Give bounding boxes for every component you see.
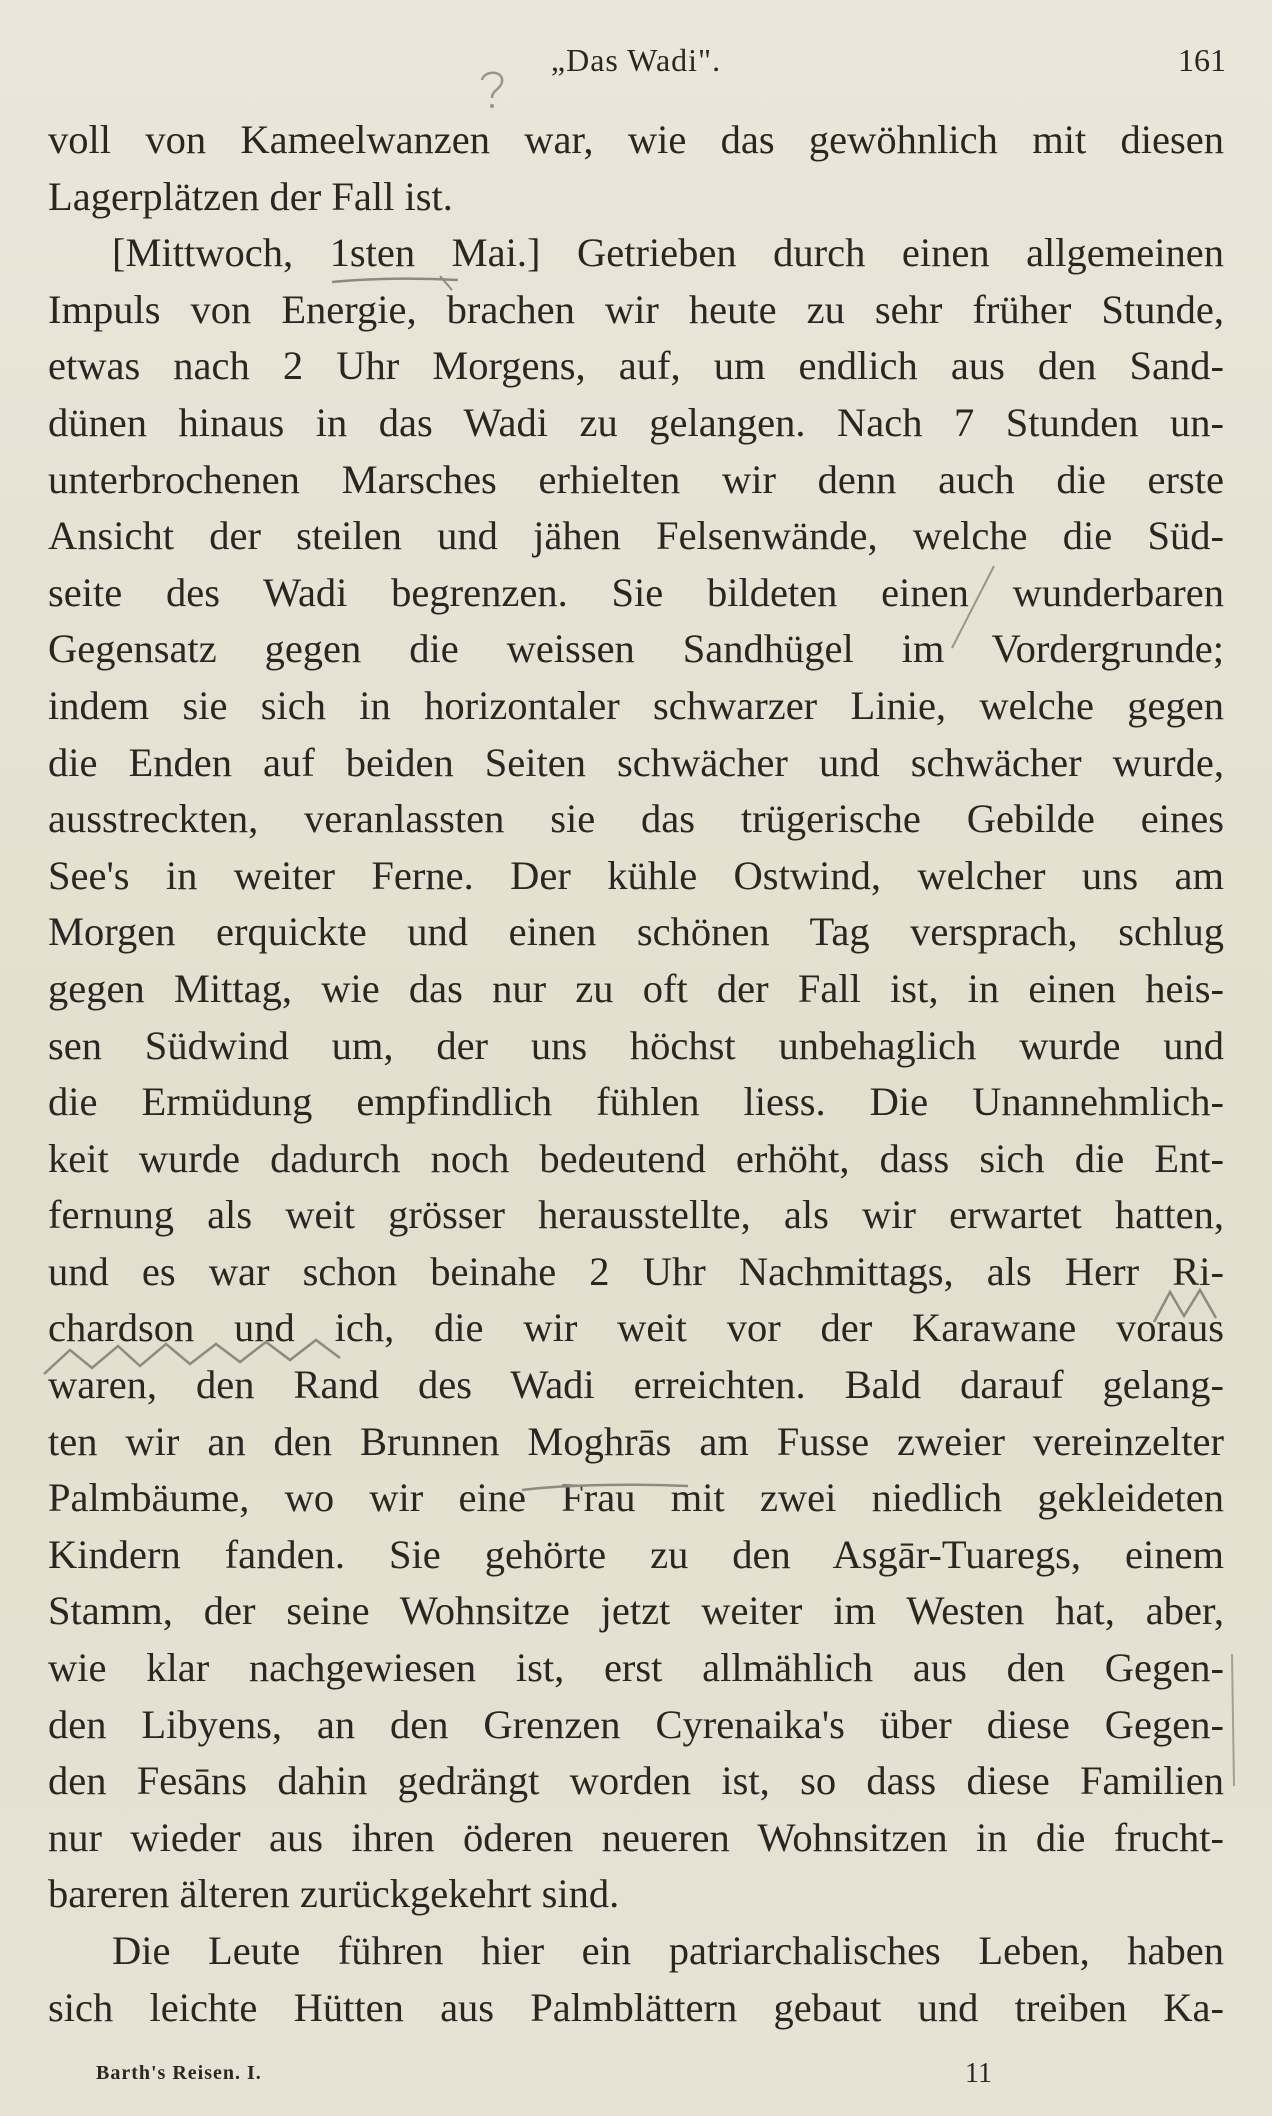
pencil-margin-line-icon [1226,1650,1240,1790]
text-line: Gegensatz gegen die weissen Sandhügel im Vordergrunde; [48,626,1224,672]
text-line: Palmbäume, wo wir eine Frau mit zwei niedlich gekleideten [48,1475,1224,1521]
text-line: voll von Kameelwanzen war, wie das gewöhnlich mit diesen [48,117,1224,162]
text-line: Ansicht der steilen und jähen Felsenwände, welche die Süd- [48,513,1224,559]
text-line: und es war schon beinahe 2 Uhr Nachmittags, als Herr Ri- [48,1248,1224,1294]
printer-signature: Barth's Reisen. I. [96,2062,262,2084]
text-line: gegen Mittag, wie das nur zu oft der Fall ist, in einen heis- [48,965,1224,1011]
text-line: nur wieder aus ihren öderen neueren Wohnsitzen in die frucht- [48,1814,1224,1860]
text-line: dünen hinaus in das Wadi zu gelangen. Nach 7 Stunden un- [48,399,1224,445]
text-line: etwas nach 2 Uhr Morgens, auf, um endlich aus den Sand- [48,343,1224,389]
text-line: die Ermüdung empfindlich fühlen liess. Die Unannehmlich- [48,1079,1224,1125]
text-line: Die Leute führen hier ein patriarchalisches Leben, haben [112,1928,1224,1973]
text-line: den Libyens, an den Grenzen Cyrenaika's über diese Gegen- [48,1701,1224,1747]
text-line: keit wurde dadurch noch bedeutend erhöht, dass sich die Ent- [48,1135,1224,1181]
sheet-number: 11 [965,2058,992,2089]
running-head [0,42,1272,82]
text-line: ausstreckten, veranlassten sie das trügerische Gebilde eines [48,796,1224,842]
text-line: chardson und ich, die wir weit vor der Karawane voraus [48,1305,1224,1351]
text-line: sen Südwind um, der uns höchst unbehaglich wurde und [48,1022,1224,1068]
text-line: bareren älteren zurückgekehrt sind. [48,1871,620,1917]
text-line: ten wir an den Brunnen Moghrās am Fusse zweier vereinzelter [48,1418,1224,1464]
text-line: die Enden auf beiden Seiten schwächer und schwächer wurde, [48,739,1224,785]
text-line: unterbrochenen Marsches erhielten wir denn auch die erste [48,456,1224,502]
text-line: wie klar nachgewiesen ist, erst allmählich aus den Gegen- [48,1645,1224,1691]
text-line: Stamm, der seine Wohnsitze jetzt weiter im Westen hat, aber, [48,1588,1224,1634]
running-title: „Das Wadi". [550,42,722,78]
text-line: den Fesāns dahin gedrängt worden ist, so dass diese Familien [48,1758,1224,1804]
text-line: indem sie sich in horizontaler schwarzer Linie, welche gegen [48,682,1224,728]
text-line: [Mittwoch, 1sten Mai.] Getrieben durch einen allgemeinen [112,230,1224,276]
text-line: waren, den Rand des Wadi erreichten. Bald darauf gelang- [48,1362,1224,1408]
page-number: 161 [1178,42,1226,78]
text-line: Lagerplätzen der Fall ist. [48,173,453,219]
page-footer [0,2058,1272,2094]
body-text [48,112,1224,2036]
text-line: fernung als weit grösser herausstellte, als wir erwartet hatten, [48,1192,1224,1238]
text-line: Kindern fanden. Sie gehörte zu den Asgār-Tuaregs, einem [48,1531,1224,1577]
text-line: sich leichte Hütten aus Palmblättern gebaut und treiben Ka- [48,1984,1224,2030]
text-line: Morgen erquickte und einen schönen Tag versprach, schlug [48,909,1224,955]
text-line: Impuls von Energie, brachen wir heute zu sehr früher Stunde, [48,286,1224,332]
text-line: seite des Wadi begrenzen. Sie bildeten einen wunderbaren [48,569,1224,615]
text-line: See's in weiter Ferne. Der kühle Ostwind, welcher uns am [48,852,1224,898]
